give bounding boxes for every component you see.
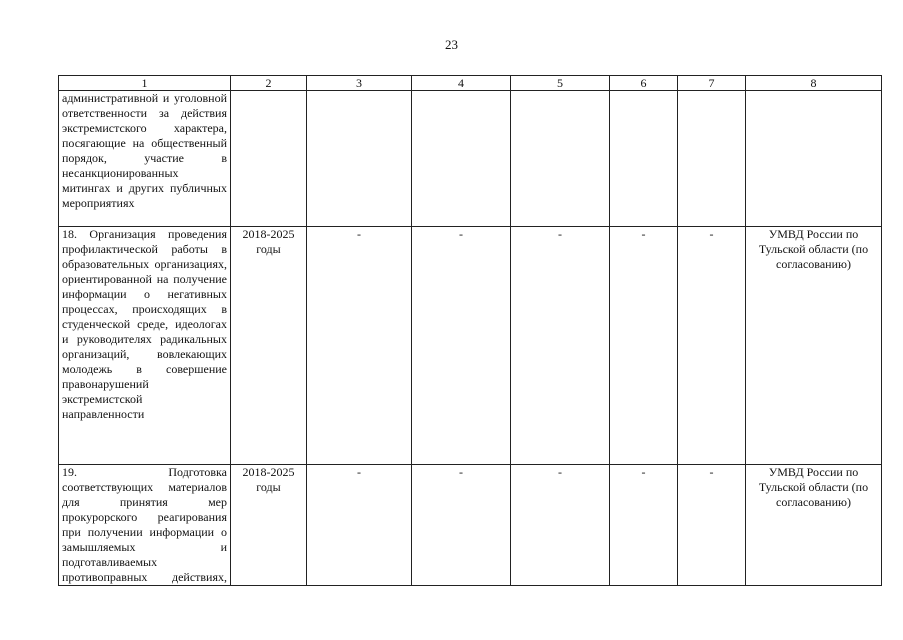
header-col-8: 8 (746, 76, 882, 91)
row-col-6: - (610, 227, 678, 465)
row-period (231, 91, 307, 227)
row-col-6: - (610, 465, 678, 586)
table-row (59, 91, 882, 227)
row-col-7: - (678, 465, 746, 586)
row-executor: УМВД России по Тульской области (по согласованию) (746, 465, 882, 586)
row-col-4 (412, 91, 511, 227)
row-description: 18. Организация проведения профилактической работы в образовательных организациях, ориентированной на получение информации о негативных процессах, происходящих в студенческой среде, идеологах и руководителях радикальных организаций, вовлекающих молодежь в совершение правонарушений экстремистской направленности (59, 227, 231, 465)
row-col-7: - (678, 227, 746, 465)
row-col-4: - (412, 465, 511, 586)
header-col-2: 2 (231, 76, 307, 91)
row-period: 2018-2025 годы (231, 465, 307, 586)
row-col-3: - (307, 465, 412, 586)
header-col-7: 7 (678, 76, 746, 91)
row-executor (746, 91, 882, 227)
row-col-3 (307, 91, 412, 227)
row-col-4: - (412, 227, 511, 465)
row-description: 19. Подготовка соответствующих материалов для принятия мер прокурорского реагирования при получении информации о замышляемых и подготавливаемых противоправных действиях, (59, 465, 231, 586)
table-row (59, 465, 882, 586)
row-col-5: - (511, 227, 610, 465)
row-col-5: - (511, 465, 610, 586)
row-col-7 (678, 91, 746, 227)
row-col-6 (610, 91, 678, 227)
row-col-3: - (307, 227, 412, 465)
measures-table (58, 75, 882, 586)
table-row (59, 227, 882, 465)
row-period: 2018-2025 годы (231, 227, 307, 465)
header-row (59, 76, 882, 91)
row-executor: УМВД России по Тульской области (по согласованию) (746, 227, 882, 465)
header-col-5: 5 (511, 76, 610, 91)
header-col-4: 4 (412, 76, 511, 91)
header-col-3: 3 (307, 76, 412, 91)
header-col-6: 6 (610, 76, 678, 91)
row-col-5 (511, 91, 610, 227)
row-description: административной и уголовной ответственности за действия экстремистского характера, посягающие на общественный порядок, участие в несанкционированных митингах и других публичных мероприятиях (59, 91, 231, 227)
header-col-1: 1 (59, 76, 231, 91)
page-number: 23 (445, 37, 458, 52)
